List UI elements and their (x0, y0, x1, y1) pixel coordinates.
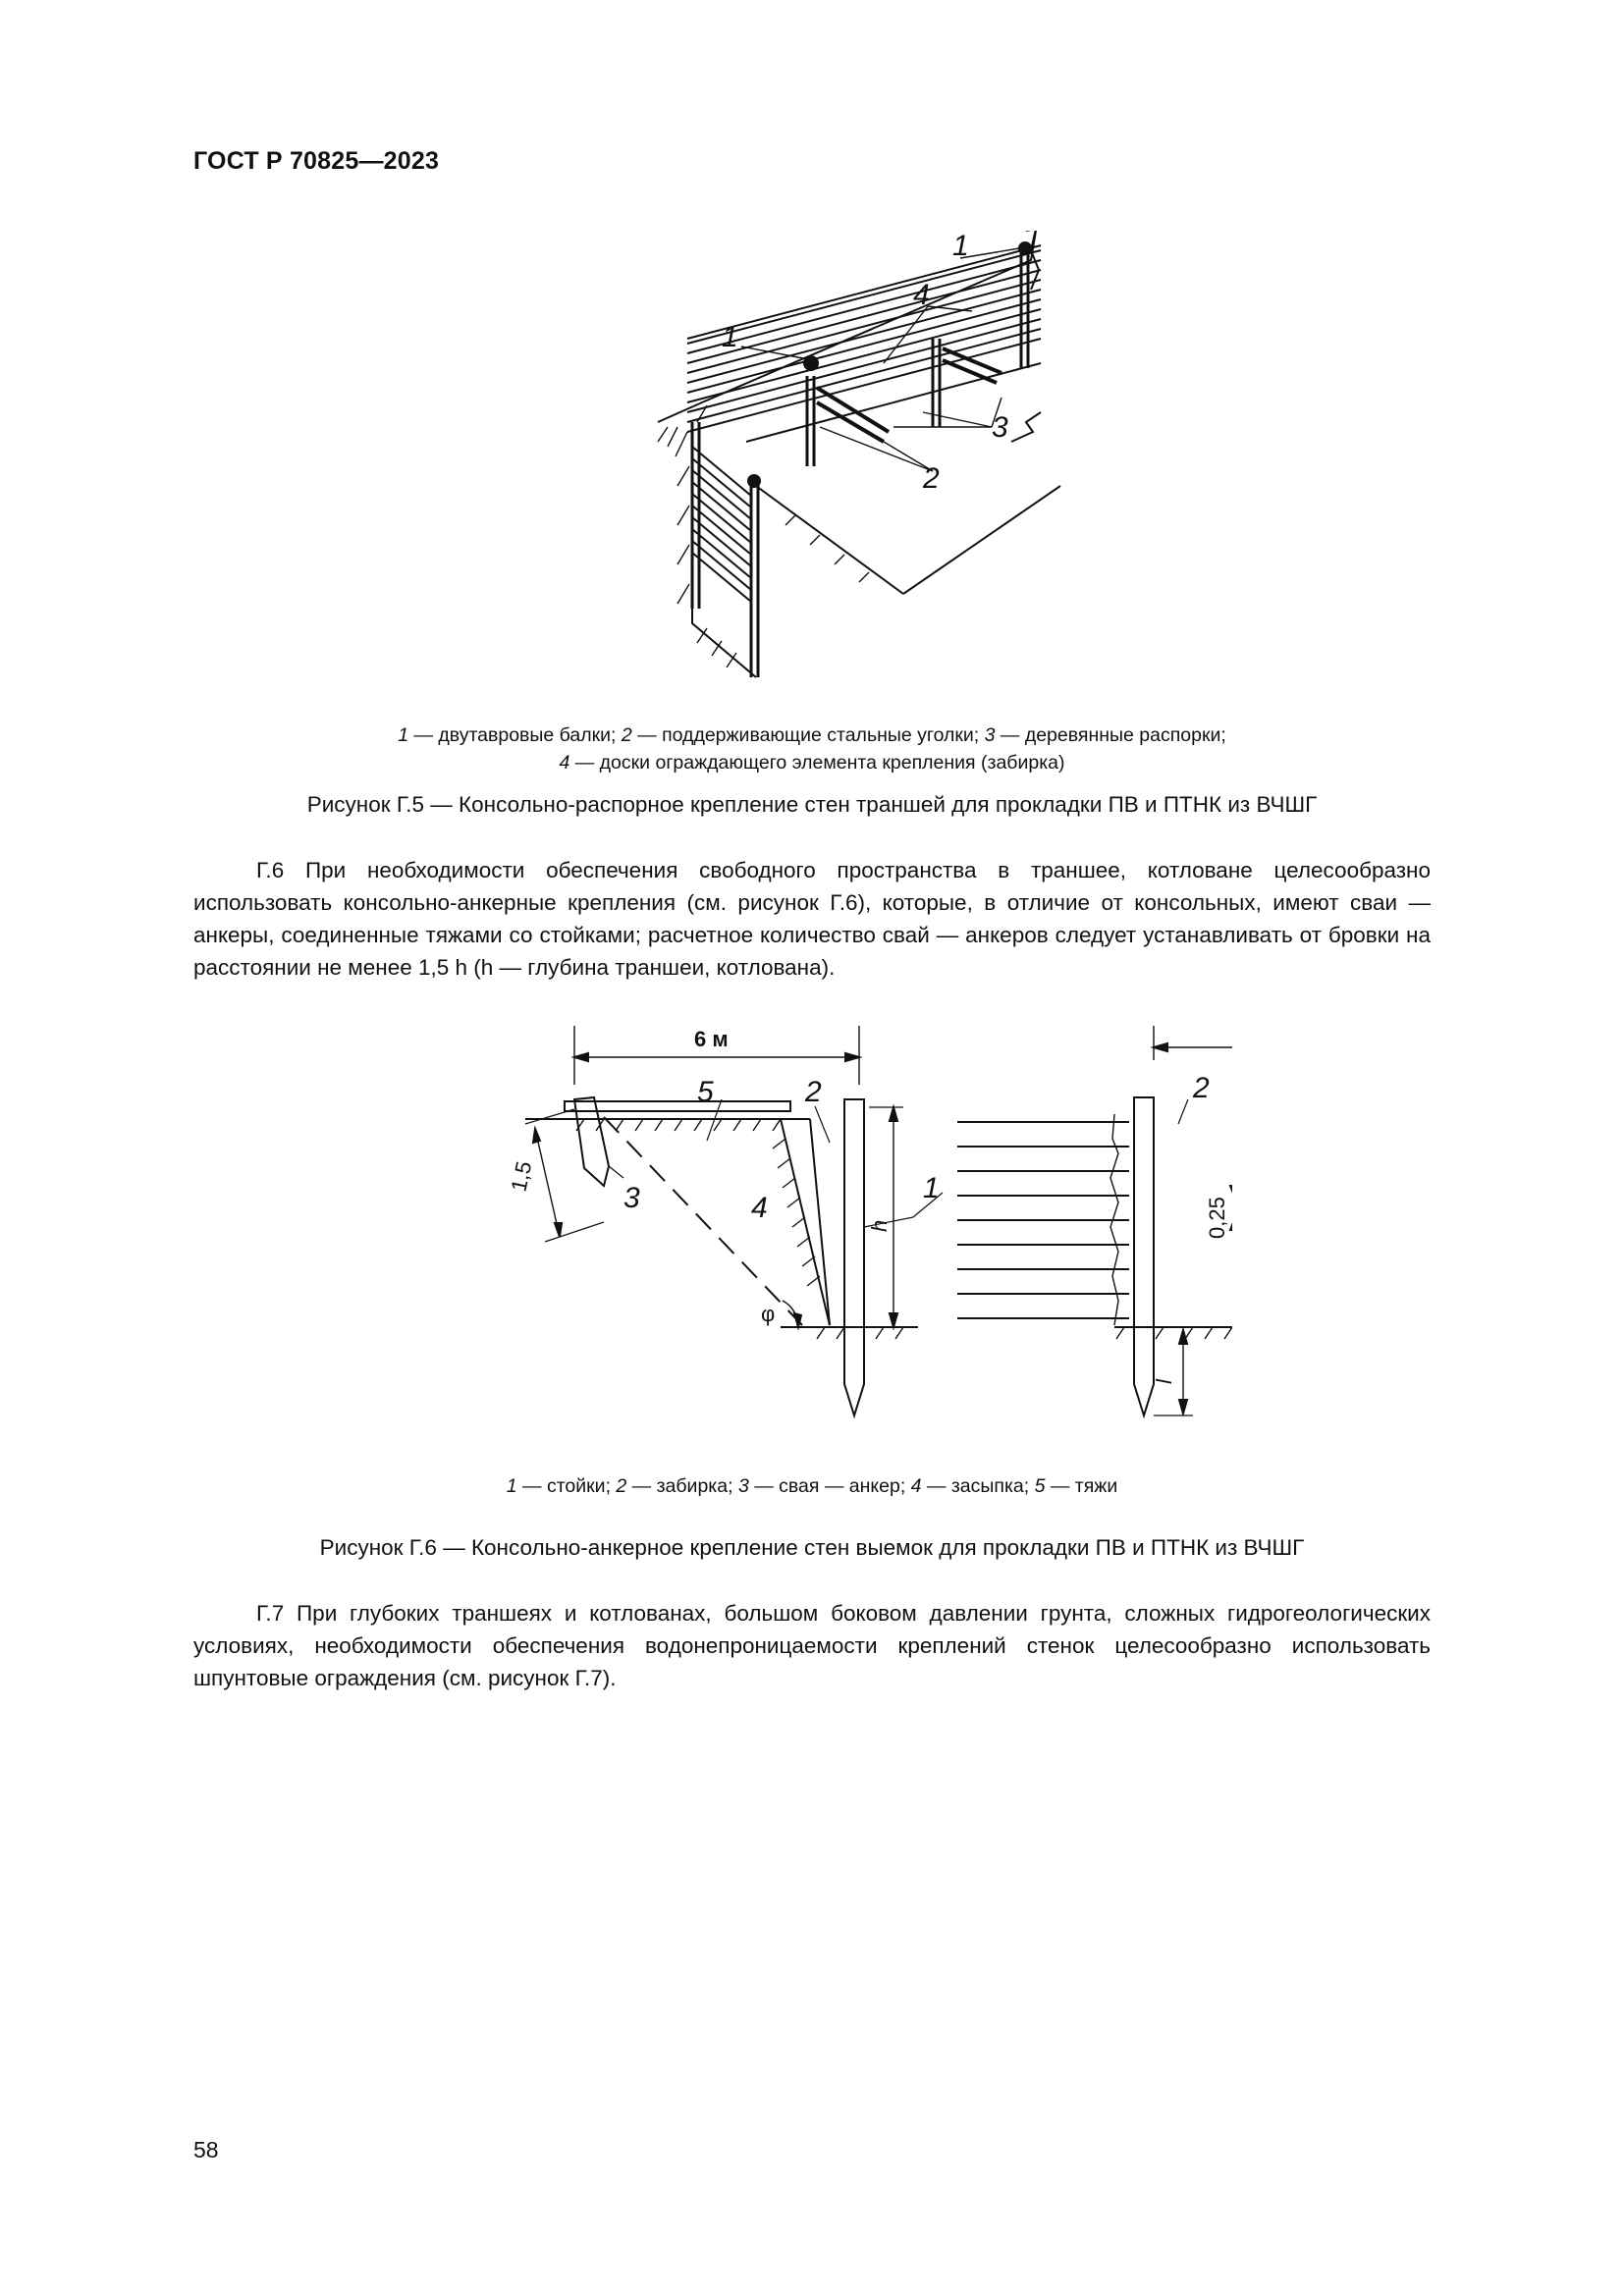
elevation-view (957, 1026, 1232, 1415)
fig5-label-4: 4 (913, 279, 930, 311)
fig6-dim-l: l (1152, 1379, 1176, 1384)
paragraph-g7: Г.7 При глубоких траншеях и котлованах, большом боковом давлении грунта, сложных гидрогеологических условиях, необходимости обеспечения водонепроницаемости креплений стенок целесообразно использовать шпунтовые ограждения (см. рисунок Г.7). (193, 1601, 1431, 1690)
fig6-label-3: 3 (623, 1182, 640, 1214)
short-wall-boards (692, 447, 751, 602)
fig6-label-2-elevation: 2 (1193, 1072, 1210, 1104)
fig6-dim-0-25: 0,25 (1205, 1197, 1229, 1239)
fig5-label-3: 3 (992, 411, 1008, 444)
soil-hatch (658, 427, 869, 667)
figure-g5-legend (0, 721, 1624, 776)
legend-line: 1 — двутавровые балки; 2 — поддерживающие стальные уголки; 3 — деревянные распорки; (398, 724, 1226, 746)
fig5-label-1-top: 1 (952, 231, 969, 262)
legend-line: 4 — доски ограждающего элемента крепления (забирка) (559, 752, 1065, 774)
fig6-label-4: 4 (751, 1192, 768, 1224)
fig6-dim-h: h (867, 1219, 892, 1232)
figure-g5-drawing (648, 231, 1080, 697)
fig5-label-2: 2 (923, 462, 940, 495)
fig6-label-1: 1 (923, 1172, 940, 1204)
fig6-label-5: 5 (697, 1076, 714, 1108)
page-number: 58 (193, 2137, 219, 2163)
fig6-angle-phi: φ (761, 1302, 776, 1326)
fig6-dim-6m: 6 м (694, 1027, 729, 1051)
legend-line: 1 — стойки; 2 — забирка; 3 — свая — анкер; 4 — засыпка; 5 — тяжи (506, 1475, 1118, 1497)
figure-g6-drawing (486, 1021, 1232, 1443)
fig6-dim-1-5: 1,5 (506, 1158, 537, 1195)
figure-g5-caption: Рисунок Г.5 — Консольно-распорное крепление стен траншей для прокладки ПВ и ПТНК из ВЧШГ (306, 792, 1318, 817)
figure-g6-legend (0, 1472, 1624, 1500)
fig6-label-2-section: 2 (805, 1076, 822, 1108)
doc-header: ГОСТ Р 70825—2023 (193, 147, 440, 175)
long-wall-boards (687, 245, 1041, 442)
fig5-label-1-left: 1 (722, 321, 738, 353)
wood-struts (817, 348, 1001, 442)
figure-g6-caption: Рисунок Г.6 — Консольно-анкерное крепление стен выемок для прокладки ПВ и ПТНК из ВЧШГ (319, 1535, 1305, 1560)
i-beams (692, 250, 1028, 677)
paragraph-g6: Г.6 При необходимости обеспечения свободного пространства в траншее, котловане целесообразно использовать консольно-анкерные крепления (см. рисунок Г.6), которые, в отличие от консольных, имеют сваи — анкеры, соединенные тяжами со стойками; расчетное количество свай — анкеров следует устанавливать от бровки на расстоянии не менее 1,5 h (h — глубина траншеи, котлована). (193, 858, 1431, 980)
